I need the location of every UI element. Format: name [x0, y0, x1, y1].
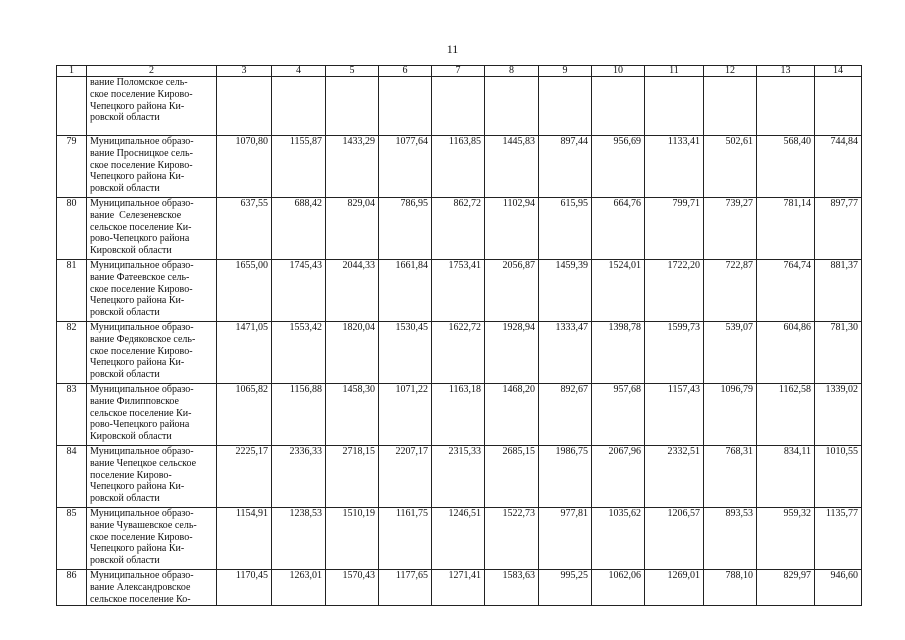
- table-row: [57, 446, 862, 508]
- municipality-name-cell: Муниципальное образо- вание Просницкое сель- ское поселение Кирово- Чепецкого района Ки- ровской области: [87, 136, 217, 198]
- value-cell: 1163,18: [432, 384, 485, 446]
- value-cell: 788,10: [704, 570, 757, 606]
- value-cell: 2056,87: [485, 260, 539, 322]
- table-row: [57, 77, 862, 136]
- value-cell: 2207,17: [379, 446, 432, 508]
- value-cell: 1553,42: [272, 322, 326, 384]
- value-cell: 897,77: [815, 198, 862, 260]
- value-cell: 688,42: [272, 198, 326, 260]
- municipality-name-cell: Муниципальное образо- вание Селезеневское сельское поселение Ки- рово-Чепецкого района Кировской области: [87, 198, 217, 260]
- value-cell: 781,30: [815, 322, 862, 384]
- column-header: 10: [592, 66, 645, 77]
- value-cell: [815, 77, 862, 136]
- value-cell: 1570,43: [326, 570, 379, 606]
- value-cell: 1035,62: [592, 508, 645, 570]
- row-number-cell: 83: [57, 384, 87, 446]
- value-cell: 1263,01: [272, 570, 326, 606]
- row-number-cell: 86: [57, 570, 87, 606]
- value-cell: 1065,82: [217, 384, 272, 446]
- value-cell: 1524,01: [592, 260, 645, 322]
- value-cell: 2332,51: [645, 446, 704, 508]
- value-cell: 1271,41: [432, 570, 485, 606]
- value-cell: 1177,65: [379, 570, 432, 606]
- value-cell: [217, 77, 272, 136]
- value-cell: 1471,05: [217, 322, 272, 384]
- value-cell: 995,25: [539, 570, 592, 606]
- value-cell: 881,37: [815, 260, 862, 322]
- value-cell: 2718,15: [326, 446, 379, 508]
- row-number-cell: 80: [57, 198, 87, 260]
- value-cell: 1010,55: [815, 446, 862, 508]
- value-cell: 977,81: [539, 508, 592, 570]
- value-cell: 1133,41: [645, 136, 704, 198]
- value-cell: 1398,78: [592, 322, 645, 384]
- value-cell: 1071,22: [379, 384, 432, 446]
- value-cell: 2315,33: [432, 446, 485, 508]
- value-cell: 1522,73: [485, 508, 539, 570]
- value-cell: 1206,57: [645, 508, 704, 570]
- value-cell: 946,60: [815, 570, 862, 606]
- table-row: [57, 136, 862, 198]
- value-cell: 1599,73: [645, 322, 704, 384]
- value-cell: 1163,85: [432, 136, 485, 198]
- value-cell: 1096,79: [704, 384, 757, 446]
- table-row: [57, 260, 862, 322]
- value-cell: 1077,64: [379, 136, 432, 198]
- value-cell: 892,67: [539, 384, 592, 446]
- value-cell: [485, 77, 539, 136]
- column-header: 4: [272, 66, 326, 77]
- value-cell: 764,74: [757, 260, 815, 322]
- row-number-cell: 81: [57, 260, 87, 322]
- column-header: 9: [539, 66, 592, 77]
- value-cell: 604,86: [757, 322, 815, 384]
- value-cell: 1986,75: [539, 446, 592, 508]
- value-cell: 1062,06: [592, 570, 645, 606]
- value-cell: 1510,19: [326, 508, 379, 570]
- value-cell: 1445,83: [485, 136, 539, 198]
- municipality-name-cell: Муниципальное образо- вание Чепецкое сельское поселение Кирово- Чепецкого района Ки- ровской области: [87, 446, 217, 508]
- value-cell: 956,69: [592, 136, 645, 198]
- column-number-row: [57, 66, 862, 77]
- value-cell: 1468,20: [485, 384, 539, 446]
- municipality-name-cell: вание Поломское сель- ское поселение Кирово- Чепецкого района Ки- ровской области: [87, 77, 217, 136]
- value-cell: 2225,17: [217, 446, 272, 508]
- value-cell: 781,14: [757, 198, 815, 260]
- value-cell: 957,68: [592, 384, 645, 446]
- row-number-cell: 82: [57, 322, 87, 384]
- municipality-name-cell: Муниципальное образо- вание Федяковское сель- ское поселение Кирово- Чепецкого района Ки- ровской области: [87, 322, 217, 384]
- municipality-name-cell: Муниципальное образо- вание Александровское сельское поселение Ко-: [87, 570, 217, 606]
- value-cell: 1433,29: [326, 136, 379, 198]
- table-row: [57, 508, 862, 570]
- table-row: [57, 384, 862, 446]
- value-cell: 2067,96: [592, 446, 645, 508]
- table-row: [57, 198, 862, 260]
- value-cell: 834,11: [757, 446, 815, 508]
- value-cell: 1238,53: [272, 508, 326, 570]
- value-cell: 768,31: [704, 446, 757, 508]
- value-cell: 897,44: [539, 136, 592, 198]
- page-number: 11: [446, 42, 459, 56]
- value-cell: 722,87: [704, 260, 757, 322]
- value-cell: 1459,39: [539, 260, 592, 322]
- value-cell: 1155,87: [272, 136, 326, 198]
- column-header: 7: [432, 66, 485, 77]
- column-header: 8: [485, 66, 539, 77]
- value-cell: [704, 77, 757, 136]
- column-header: 1: [57, 66, 87, 77]
- value-cell: 2336,33: [272, 446, 326, 508]
- value-cell: 744,84: [815, 136, 862, 198]
- value-cell: 893,53: [704, 508, 757, 570]
- value-cell: 539,07: [704, 322, 757, 384]
- column-header: 14: [815, 66, 862, 77]
- value-cell: 1333,47: [539, 322, 592, 384]
- value-cell: 1745,43: [272, 260, 326, 322]
- value-cell: 1161,75: [379, 508, 432, 570]
- value-cell: 1162,58: [757, 384, 815, 446]
- value-cell: 829,97: [757, 570, 815, 606]
- row-number-cell: 84: [57, 446, 87, 508]
- value-cell: 1583,63: [485, 570, 539, 606]
- value-cell: 1753,41: [432, 260, 485, 322]
- value-cell: 1269,01: [645, 570, 704, 606]
- value-cell: 1820,04: [326, 322, 379, 384]
- value-cell: 862,72: [432, 198, 485, 260]
- column-header: 12: [704, 66, 757, 77]
- value-cell: 1170,45: [217, 570, 272, 606]
- value-cell: 2044,33: [326, 260, 379, 322]
- value-cell: [432, 77, 485, 136]
- value-cell: 1154,91: [217, 508, 272, 570]
- value-cell: 1102,94: [485, 198, 539, 260]
- value-cell: [757, 77, 815, 136]
- value-cell: 1622,72: [432, 322, 485, 384]
- value-cell: [645, 77, 704, 136]
- municipality-name-cell: Муниципальное образо- вание Фатеевское сель- ское поселение Кирово- Чепецкого района Ки- ровской области: [87, 260, 217, 322]
- value-cell: 568,40: [757, 136, 815, 198]
- value-cell: 1156,88: [272, 384, 326, 446]
- value-cell: [379, 77, 432, 136]
- value-cell: 1661,84: [379, 260, 432, 322]
- value-cell: [592, 77, 645, 136]
- municipality-name-cell: Муниципальное образо- вание Чувашевское сель- ское поселение Кирово- Чепецкого района Ки- ровской области: [87, 508, 217, 570]
- value-cell: 2685,15: [485, 446, 539, 508]
- value-cell: 1458,30: [326, 384, 379, 446]
- value-cell: 959,32: [757, 508, 815, 570]
- table-body: [57, 66, 862, 606]
- value-cell: 1157,43: [645, 384, 704, 446]
- column-header: 13: [757, 66, 815, 77]
- row-number-cell: 85: [57, 508, 87, 570]
- value-cell: [539, 77, 592, 136]
- column-header: 11: [645, 66, 704, 77]
- value-cell: 1246,51: [432, 508, 485, 570]
- value-cell: 1070,80: [217, 136, 272, 198]
- row-number-cell: [57, 77, 87, 136]
- value-cell: [272, 77, 326, 136]
- value-cell: 502,61: [704, 136, 757, 198]
- value-cell: 786,95: [379, 198, 432, 260]
- table-row: [57, 570, 862, 606]
- value-cell: 1530,45: [379, 322, 432, 384]
- value-cell: 829,04: [326, 198, 379, 260]
- value-cell: 1928,94: [485, 322, 539, 384]
- value-cell: 637,55: [217, 198, 272, 260]
- table-row: [57, 322, 862, 384]
- municipality-name-cell: Муниципальное образо- вание Филипповское сельское поселение Ки- рово-Чепецкого района Кировской области: [87, 384, 217, 446]
- column-header: 5: [326, 66, 379, 77]
- value-cell: 1339,02: [815, 384, 862, 446]
- data-table: [56, 65, 862, 606]
- value-cell: [326, 77, 379, 136]
- value-cell: 1135,77: [815, 508, 862, 570]
- value-cell: 739,27: [704, 198, 757, 260]
- value-cell: 799,71: [645, 198, 704, 260]
- column-header: 3: [217, 66, 272, 77]
- value-cell: 1655,00: [217, 260, 272, 322]
- column-header: 2: [87, 66, 217, 77]
- value-cell: 1722,20: [645, 260, 704, 322]
- value-cell: 615,95: [539, 198, 592, 260]
- value-cell: 664,76: [592, 198, 645, 260]
- row-number-cell: 79: [57, 136, 87, 198]
- column-header: 6: [379, 66, 432, 77]
